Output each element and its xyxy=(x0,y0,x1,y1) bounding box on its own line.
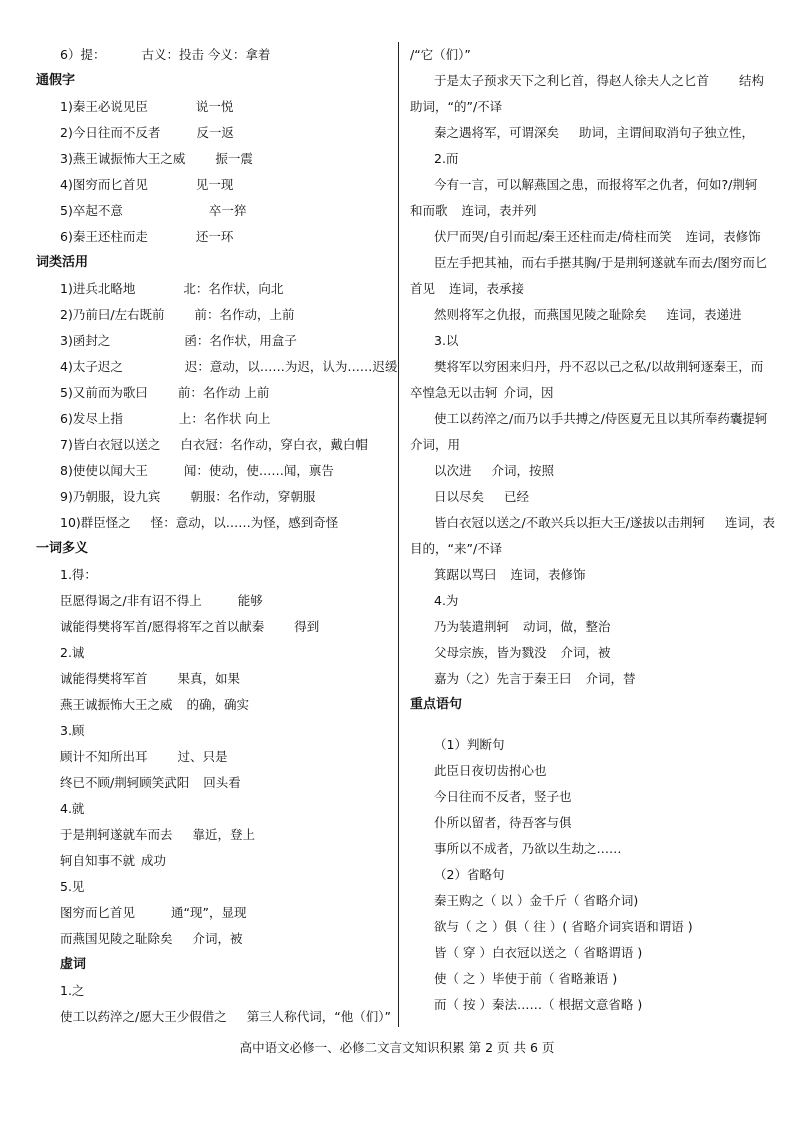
xuci-example: 樊将军以穷困来归丹，丹不忍以己之私/以故荆轲逐秦王，而 xyxy=(434,359,764,374)
tongjia-item: 6)秦王还柱而走 还一环 xyxy=(60,229,234,244)
sentence-example: 欲与（ 之 ）俱（ 往 ）( 省略介词宾语和谓语 ) xyxy=(434,919,693,934)
polysemy-example: 燕王诚振怖大王之威 的确，确实 xyxy=(60,697,250,712)
tongjia-item: 1)秦王必说见臣 说一悦 xyxy=(60,99,234,114)
cilei-item: 10)群臣怪之 怪：意动，以……为怪，感到奇怪 xyxy=(60,515,339,530)
xuci-number: 2.而 xyxy=(434,151,459,166)
section-heading-xuci: 虚词 xyxy=(60,957,87,972)
spacer xyxy=(410,718,762,732)
xuci-example: 嘉为（之）先言于秦王曰 介词，替 xyxy=(434,671,636,686)
xuci-continued: 和而歌 连词，表并列 xyxy=(410,203,537,218)
tongjia-item: 3)燕王诚振怖大王之威 振一震 xyxy=(60,151,253,166)
cilei-item: 7)皆白衣冠以送之 白衣冠：名作动，穿白衣，戴白帽 xyxy=(60,437,368,452)
tongjia-item: 4)图穷而匕首见 见一现 xyxy=(60,177,234,192)
xuci-continued: 首见 连词，表承接 xyxy=(410,281,525,296)
xuci-continued: 介词，用 xyxy=(410,437,461,452)
sentence-example: 使（ 之 ）毕使于前（ 省略兼语 ) xyxy=(434,971,618,986)
polysemy-example: 图穷而匕首见 通“现”，显现 xyxy=(60,905,247,920)
sentence-type-heading: （2）省略句 xyxy=(434,867,505,882)
tongjia-item: 2)今日往而不反者 反一返 xyxy=(60,125,234,140)
cilei-item: 9)乃朝服，设九宾 朝服：名作动，穿朝服 xyxy=(60,489,316,504)
cilei-item: 6)发尽上指 上：名作状 向上 xyxy=(60,411,271,426)
xuci-example: 然则将军之仇报，而燕国见陵之耻除矣 连词，表递进 xyxy=(434,307,742,322)
cilei-item: 2)乃前曰/左右既前 前：名作动，上前 xyxy=(60,307,295,322)
xuci-example: 使工以药淬之/而乃以手共搏之/侍医夏无且以其所奉药囊提轲 xyxy=(434,411,768,426)
polysemy-example: 顾计不知所出耳 过、只是 xyxy=(60,749,228,764)
cilei-item: 4)太子迟之 迟：意动，以……为迟，认为……迟缓 xyxy=(60,359,398,374)
polysemy-example: 于是荆轲遂就车而去 靠近，登上 xyxy=(60,827,256,842)
xuci-continued: /“它（们）” xyxy=(410,47,471,62)
xuci-example: 臣左手把其袖，而右手揕其胸/于是荆轲遂就车而去/图穷而匕 xyxy=(434,255,768,270)
sentence-example: 而（ 按 ）秦法……（ 根据文意省略 ) xyxy=(434,997,643,1012)
column-divider xyxy=(398,42,399,1027)
xuci-example: 皆白衣冠以送之/不敢兴兵以拒大王/遂拔以击荆轲 连词，表 xyxy=(434,515,775,530)
xuci-example: 箕踞以骂曰 连词，表修饰 xyxy=(434,567,586,582)
polysemy-number: 5.见 xyxy=(60,879,85,894)
polysemy-number: 1.得： xyxy=(60,567,97,582)
xuci-example: 伏尸而哭/自引而起/秦王还柱而走/倚柱而笑 连词，表修饰 xyxy=(434,229,761,244)
xuci-example: 乃为装遣荆轲 动词，做，整治 xyxy=(434,619,611,634)
polysemy-number: 4.就 xyxy=(60,801,85,816)
polysemy-example: 而燕国见陵之耻除矣 介词，被 xyxy=(60,931,243,946)
xuci-continued: 助词，“的”/不译 xyxy=(410,99,503,114)
cilei-item: 1)进兵北略地 北：名作状，向北 xyxy=(60,281,284,296)
xuci-number: 1.之 xyxy=(60,983,85,998)
xuci-example: 日以尽矣 已经 xyxy=(434,489,530,504)
xuci-example: 秦之遇将军，可谓深矣 助词，主谓间取消句子独立性， xyxy=(434,125,755,140)
cilei-item: 3)函封之 函：名作状，用盒子 xyxy=(60,333,297,348)
sentence-example: 秦王购之（ 以 ）金千斤（ 省略介词) xyxy=(434,893,639,908)
left-column xyxy=(36,42,398,1030)
polysemy-example: 诚能得樊将军首 果真，如果 xyxy=(60,671,241,686)
section-heading-yicibuoyi: 一词多义 xyxy=(36,541,89,556)
xuci-example: 于是太子预求天下之利匕首，得赵人徐夫人之匕首 结构 xyxy=(434,73,765,88)
section-heading-cilei: 词类活用 xyxy=(36,255,89,270)
page-footer: 高中语文必修一、必修二文言文知识积累 第 2 页 共 6 页 xyxy=(239,1040,555,1055)
polysemy-example: 轲自知事不就 成功 xyxy=(60,853,167,868)
polysemy-example: 终已不顾/荆轲顾笑武阳 回头看 xyxy=(60,775,241,790)
xuci-continued: 目的，“来”/不译 xyxy=(410,541,503,556)
xuci-continued: 卒惶急无以击轲 介词，因 xyxy=(410,385,554,400)
polysemy-number: 2.诚 xyxy=(60,645,85,660)
sentence-example: 此臣日夜切齿拊心也 xyxy=(434,763,547,778)
tongjia-item: 5)卒起不意 卒一猝 xyxy=(60,203,247,218)
cilei-item: 8)使使以闻大王 闻：使动，使……闻，禀告 xyxy=(60,463,334,478)
xuci-example: 使工以药淬之/愿大王少假借之 第三人称代词，“他（们）” xyxy=(60,1009,391,1024)
xuci-example: 以次进 介词，按照 xyxy=(434,463,555,478)
entry-ti: 6）提： 古义：投击 今义：拿着 xyxy=(60,47,271,62)
section-heading-zhongdian: 重点语句 xyxy=(410,697,463,712)
sentence-example: 事所以不成者，乃欲以生劫之…… xyxy=(434,841,622,856)
sentence-example: 仆所以留者，待吾客与俱 xyxy=(434,815,572,830)
sentence-example: 皆（ 穿 ）白衣冠以送之（ 省略谓语 ) xyxy=(434,945,643,960)
xuci-number: 3.以 xyxy=(434,333,459,348)
right-column xyxy=(410,42,775,1018)
sentence-example: 今日往而不反者，竖子也 xyxy=(434,789,572,804)
xuci-example: 今有一言，可以解燕国之患，而报将军之仇者，何如?/荆轲 xyxy=(434,177,758,192)
polysemy-number: 3.顾 xyxy=(60,723,85,738)
sentence-type-heading: （1）判断句 xyxy=(434,737,505,752)
xuci-number: 4.为 xyxy=(434,593,459,608)
cilei-item: 5)又前而为歌曰 前：名作动 上前 xyxy=(60,385,270,400)
section-heading-tongjiazi: 通假字 xyxy=(36,73,76,88)
xuci-example: 父母宗族，皆为戮没 介词，被 xyxy=(434,645,611,660)
polysemy-example: 臣愿得谒之/非有诏不得上 能够 xyxy=(60,593,263,608)
polysemy-example: 诚能得樊将军首/愿得将军之首以献秦 得到 xyxy=(60,619,320,634)
